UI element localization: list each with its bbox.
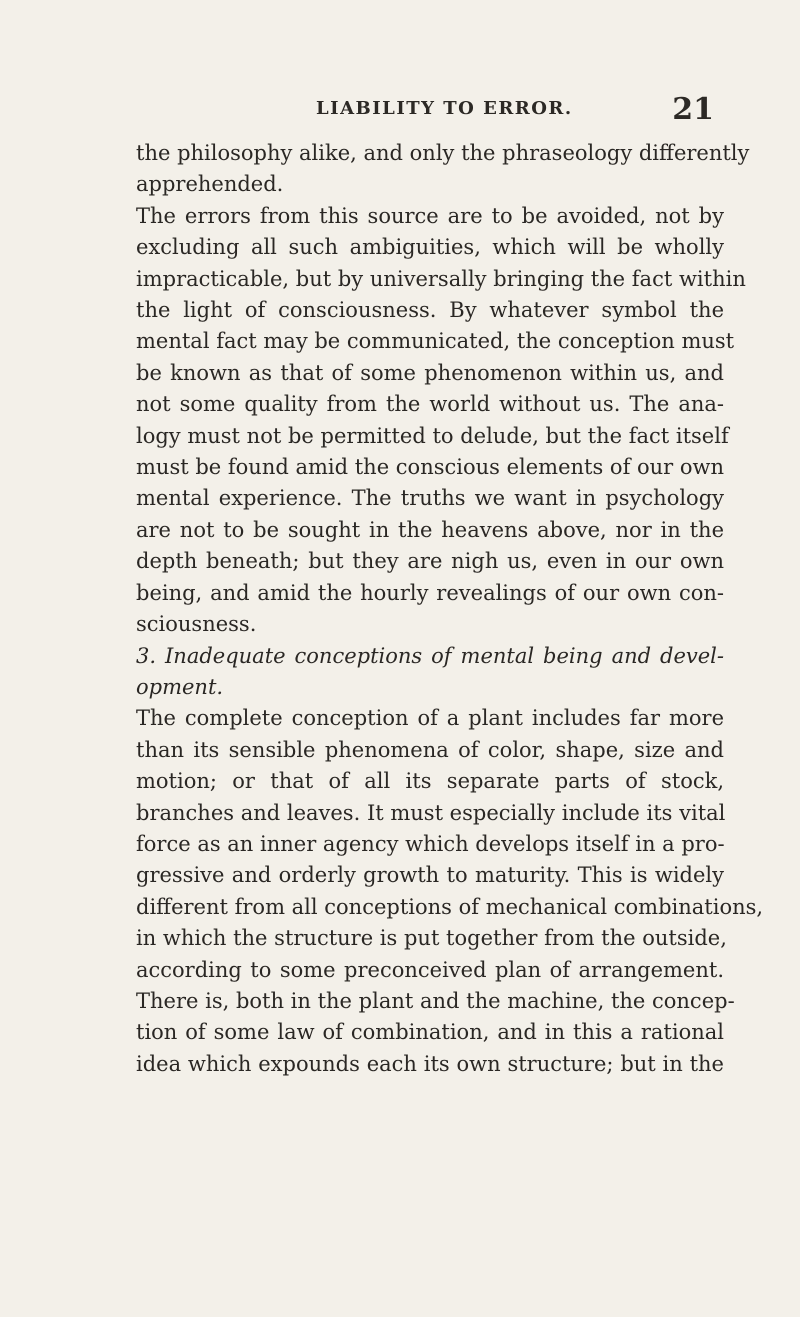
text-line: than its sensible phenomena of color, shape, size and (136, 737, 724, 762)
section-heading-line: opment. (136, 674, 224, 699)
text-line: must be found amid the conscious elements of our own (136, 455, 725, 480)
text-line: being, and amid the hourly revealings of our own con- (136, 580, 724, 605)
text-line: in which the structure is put together from the outside, (136, 926, 727, 951)
text-line: depth beneath; but they are nigh us, even in our own (136, 549, 724, 574)
text-line: There is, both in the plant and the machine, the concep- (136, 988, 735, 1013)
text-line: different from all conceptions of mechanical combinations, (136, 894, 764, 919)
text-line: motion; or that of all its separate parts of stock, (136, 769, 724, 794)
text-line: according to some preconceived plan of arrangement. (136, 957, 724, 982)
text-line: mental experience. The truths we want in psychology (136, 486, 724, 511)
text-line: idea which expounds each its own structure; but in the (136, 1051, 724, 1076)
text-line: apprehended. (136, 172, 284, 197)
text-line: be known as that of some phenomenon within us, and (136, 360, 724, 385)
text-line: the light of consciousness. By whatever symbol the (136, 298, 724, 323)
text-line: gressive and orderly growth to maturity. This is widely (136, 863, 724, 888)
text-line: The complete conception of a plant includes far more (136, 706, 724, 731)
body-text (136, 138, 764, 1080)
text-line: not some quality from the world without us. The ana- (136, 392, 724, 417)
text-line: logy must not be permitted to delude, but the fact itself (136, 423, 729, 448)
text-line: are not to be sought in the heavens above, nor in the (136, 517, 724, 542)
page-number: 21 (672, 92, 714, 127)
text-line: branches and leaves. It must especially include its vital (136, 800, 726, 825)
text-line: the philosophy alike, and only the phraseology differently (136, 141, 750, 165)
text-line: excluding all such ambiguities, which will be wholly (136, 235, 724, 260)
text-line: sciousness. (136, 612, 257, 637)
text-line: force as an inner agency which develops itself in a pro- (136, 831, 725, 856)
text-line: mental fact may be communicated, the conception must (136, 329, 735, 354)
page-header (136, 94, 722, 134)
text-line: The errors from this source are to be avoided, not by (136, 203, 724, 228)
section-heading-line: 3. Inadequate conceptions of mental being and devel- (136, 643, 724, 668)
text-line: impracticable, but by universally bringing the fact within (136, 266, 746, 291)
text-line: tion of some law of combination, and in this a rational (136, 1020, 724, 1045)
running-head: LIABILITY TO ERROR. (316, 98, 573, 119)
